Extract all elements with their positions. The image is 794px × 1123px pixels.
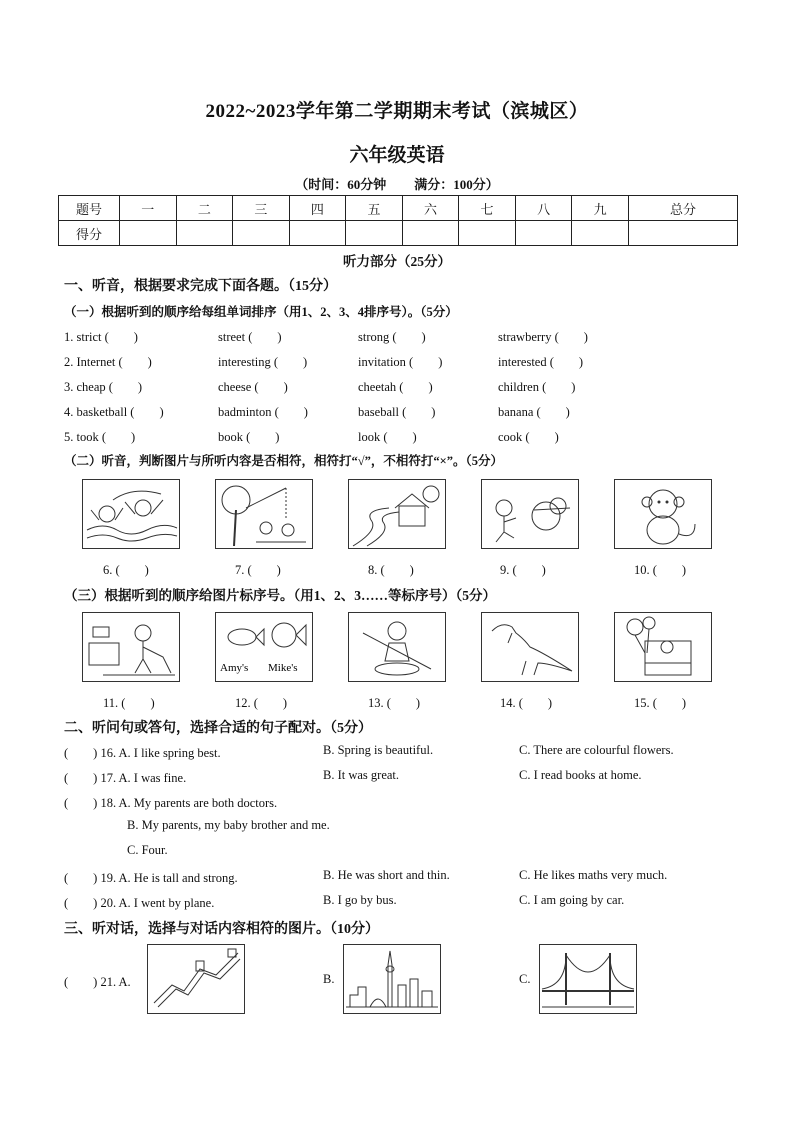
golden-gate-bridge-icon: [539, 944, 637, 1014]
q17-option-b: B. It was great.: [323, 768, 400, 782]
section3-title: 三、听对话，选择与对话内容相符的图片。（10分）: [64, 922, 379, 937]
option-b-label: B.: [323, 972, 335, 986]
dinosaur-icon: [481, 612, 579, 682]
word-item: 1. strict ( ): [64, 330, 138, 344]
score-blank-cell[interactable]: [459, 221, 516, 246]
word-item: strawberry ( ): [498, 330, 588, 344]
q6-label: 6. ( ): [103, 563, 149, 577]
house-road-icon: [348, 479, 446, 549]
word-item: 3. cheap ( ): [64, 380, 143, 394]
exam-full-score: 满分：100分）: [414, 177, 499, 192]
section2-title: 二、听问句或答句，选择合适的句子配对。（5分）: [64, 721, 372, 736]
word-item: baseball ( ): [358, 405, 436, 419]
score-table-cell: 得分: [59, 221, 120, 246]
word-item: strong ( ): [358, 330, 426, 344]
q19-option-c: C. He likes maths very much.: [519, 868, 668, 882]
score-table: [58, 195, 738, 246]
score-table-cell: 七: [459, 196, 516, 221]
score-blank-cell[interactable]: [515, 221, 572, 246]
q13-label: 13. ( ): [368, 696, 421, 710]
score-table-cell: 五: [346, 196, 403, 221]
score-table-cell: 三: [233, 196, 290, 221]
listening-part-title: 听力部分（25分）: [343, 254, 451, 269]
part1-title: （一）根据听到的顺序给每组单词排序（用1、2、3、4排序号）。（5分）: [64, 305, 458, 319]
q10-label: 10. ( ): [634, 563, 687, 577]
word-item: interesting ( ): [218, 355, 308, 369]
cn-tower-city-icon: [343, 944, 441, 1014]
exam-subtitle: 六年级英语: [349, 145, 445, 166]
word-item: invitation ( ): [358, 355, 443, 369]
score-table-cell: 六: [402, 196, 459, 221]
q20-option-c: C. I am going by car.: [519, 893, 625, 907]
word-item: street ( ): [218, 330, 282, 344]
score-table-cell: 九: [572, 196, 629, 221]
score-table-score-row: [59, 221, 738, 246]
score-table-cell: 一: [120, 196, 177, 221]
score-blank-cell[interactable]: [572, 221, 629, 246]
word-item: 2. Internet ( ): [64, 355, 152, 369]
exam-time-score: [0, 174, 794, 193]
fish-caption-mike: Mike's: [268, 662, 298, 674]
score-table-cell: 八: [515, 196, 572, 221]
word-item: 5. took ( ): [64, 430, 136, 444]
word-item: cheese ( ): [218, 380, 288, 394]
fish-pets-icon: [215, 612, 313, 682]
q21-label: ( ) 21. A.: [64, 975, 131, 989]
swimming-kids-icon: [82, 479, 180, 549]
q14-label: 14. ( ): [500, 696, 553, 710]
food-stall-icon: [614, 612, 712, 682]
score-blank-cell[interactable]: [346, 221, 403, 246]
score-blank-cell[interactable]: [628, 221, 737, 246]
word-item: interested ( ): [498, 355, 584, 369]
q18-option-a: ( ) 18. A. My parents are both doctors.: [64, 796, 278, 810]
q20-option-b: B. I go by bus.: [323, 893, 397, 907]
section1-title: 一、听音，根据要求完成下面各题。（15分）: [64, 279, 337, 294]
word-item: cheetah ( ): [358, 380, 433, 394]
score-blank-cell[interactable]: [176, 221, 233, 246]
q16-option-c: C. There are colourful flowers.: [519, 743, 674, 757]
exam-time: （时间：60分钟: [295, 177, 387, 192]
word-item: book ( ): [218, 430, 280, 444]
q12-label: 12. ( ): [235, 696, 288, 710]
q18-option-c: C. Four.: [127, 843, 168, 857]
score-table-header-row: [59, 196, 738, 221]
score-blank-cell[interactable]: [289, 221, 346, 246]
fish-caption-amy: Amy's: [220, 662, 249, 674]
q18-option-b: B. My parents, my baby brother and me.: [127, 818, 330, 832]
score-table-cell: 四: [289, 196, 346, 221]
part2-title: （二）听音，判断图片与所听内容是否相符，相符打“√”，不相符打“×”。（5分）: [64, 454, 503, 468]
word-item: banana ( ): [498, 405, 570, 419]
word-item: cook ( ): [498, 430, 559, 444]
word-item: look ( ): [358, 430, 417, 444]
score-blank-cell[interactable]: [120, 221, 177, 246]
fishing-tree-icon: [215, 479, 313, 549]
word-item: badminton ( ): [218, 405, 308, 419]
q17-option-a: ( ) 17. A. I was fine.: [64, 771, 187, 785]
score-table-cell: 二: [176, 196, 233, 221]
q19-option-a: ( ) 19. A. He is tall and strong.: [64, 871, 238, 885]
boy-sweeping-icon: [82, 612, 180, 682]
q7-label: 7. ( ): [235, 563, 281, 577]
exam-title: 2022~2023学年第二学期期末考试（滨城区）: [205, 101, 589, 122]
q8-label: 8. ( ): [368, 563, 414, 577]
boy-rowing-icon: [348, 612, 446, 682]
word-item: 4. basketball ( ): [64, 405, 164, 419]
score-table-cell: 题号: [59, 196, 120, 221]
score-blank-cell[interactable]: [233, 221, 290, 246]
part3-title: （三）根据听到的顺序给图片标序号。（用1、2、3……等标序号）（5分）: [64, 588, 496, 603]
q20-option-a: ( ) 20. A. I went by plane.: [64, 896, 215, 910]
q9-label: 9. ( ): [500, 563, 546, 577]
option-c-label: C.: [519, 972, 531, 986]
q16-option-a: ( ) 16. A. I like spring best.: [64, 746, 221, 760]
q15-label: 15. ( ): [634, 696, 687, 710]
boy-fell-bike-icon: [481, 479, 579, 549]
score-table-cell: 总分: [628, 196, 737, 221]
monkey-icon: [614, 479, 712, 549]
q16-option-b: B. Spring is beautiful.: [323, 743, 434, 757]
great-wall-icon: [147, 944, 245, 1014]
q17-option-c: C. I read books at home.: [519, 768, 642, 782]
q11-label: 11. ( ): [103, 696, 155, 710]
score-blank-cell[interactable]: [402, 221, 459, 246]
word-item: children ( ): [498, 380, 576, 394]
q19-option-b: B. He was short and thin.: [323, 868, 450, 882]
